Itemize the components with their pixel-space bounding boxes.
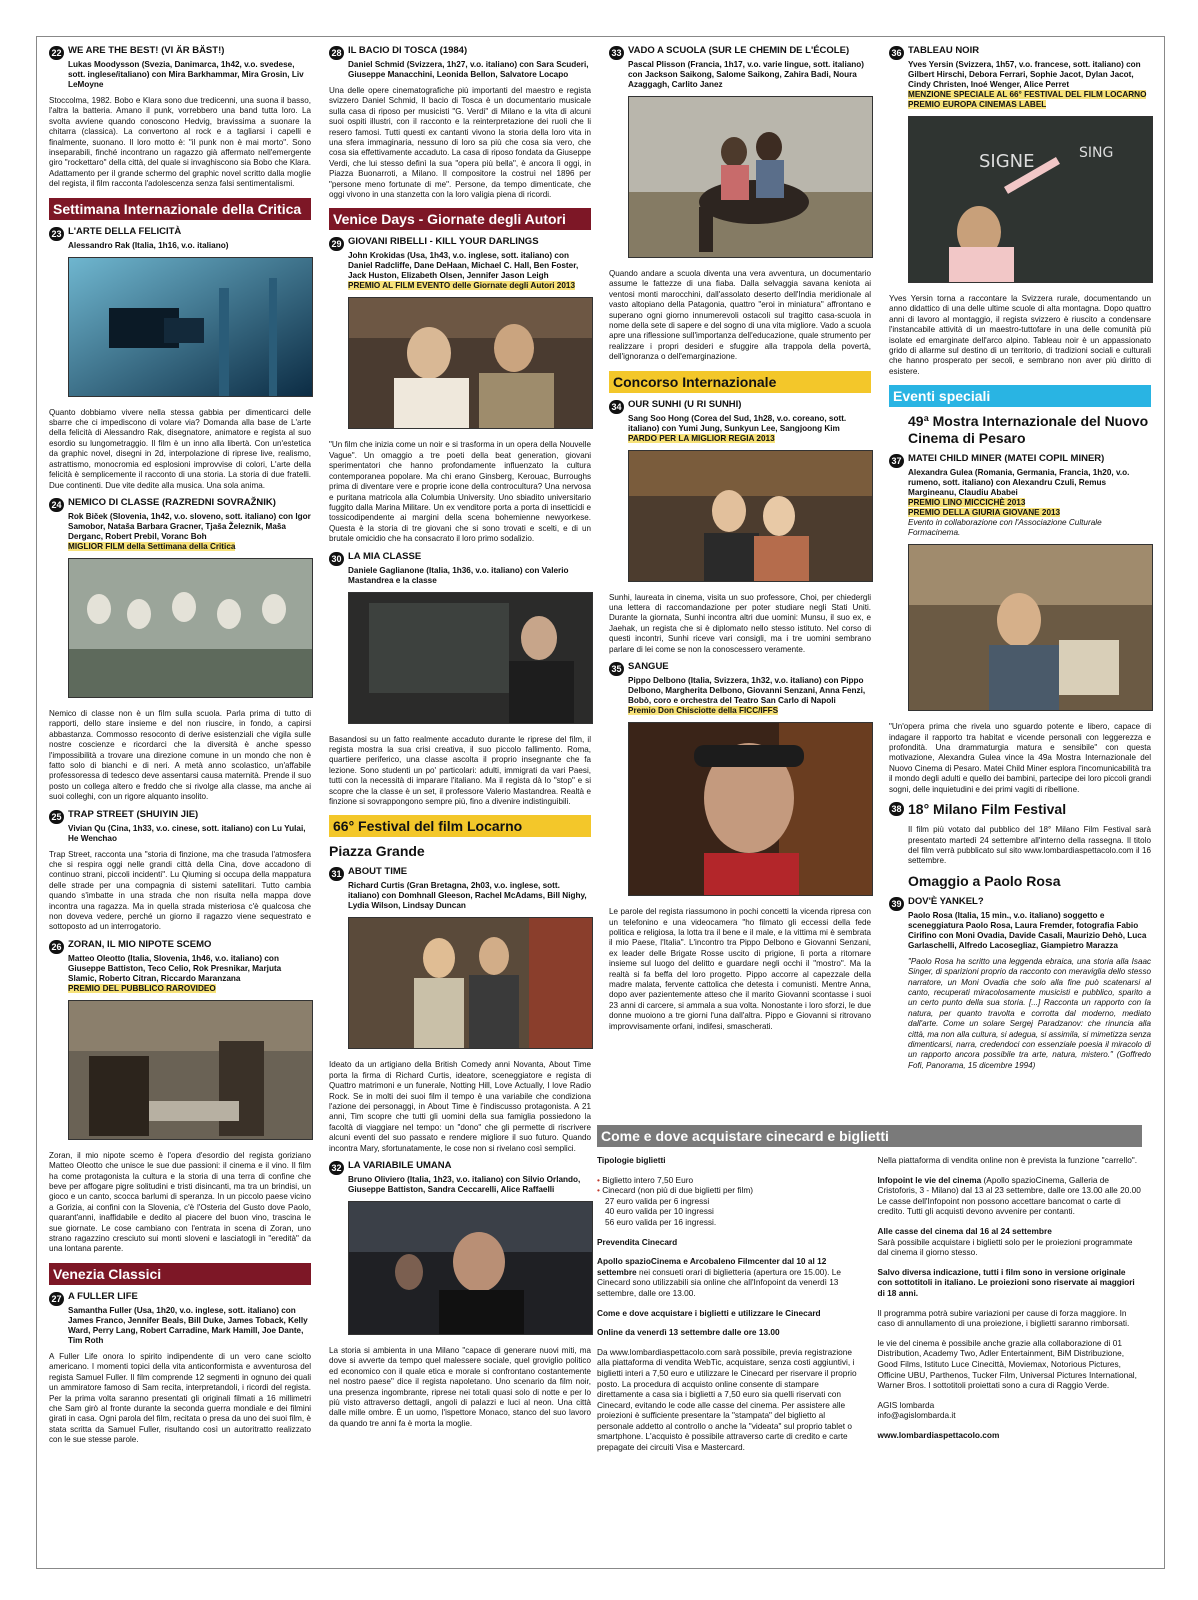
section-heading: Concorso Internazionale <box>609 371 871 393</box>
film-credits: Rok Biček (Slovenia, 1h42, v.o. sloveno, sott. italiano) con Igor Samobor, Nataša Barbara Gracner, Tjaša Železnik, Maša Derganc, Robert Prebil, Voranc Boh MIGLIOR FILM della Settimana della Critica <box>68 511 311 551</box>
film-credits: Yves Yersin (Svizzera, 1h57, v.o. francese, sott. italiano) con Gilbert Hirschi, Debora Ferrari, Sophie Jacot, Dylan Jacot, Cindy Christen, Inoé Wenger, Alice Perret MENZIONE SPECIALE AL 66° FESTIVAL DEL FILM LOCARNO PREMIO EUROPA CINEMAS LABEL <box>908 60 1147 109</box>
film-entry-28 <box>329 45 591 200</box>
section-heading: Come e dove acquistare cinecard e biglietti <box>597 1125 1142 1147</box>
film-description: La storia si ambienta in una Milano "capace di generare nuovi miti, ma dove si avverte da tempo quel malessere sociale, quel groviglio politico ed economico con il quale etica e morale si confrontano costantemente nel nostro paese" dice il regista napoletano. Uno scenario da film noir, una presenza ingombrante, riprese nei totali quasi solo di notte e per lo più visto attraverso dettagli, angoli di palazzi e luci al neon. Una città dalle mille ombre. È un uomo, l'ispettore Monaco, stanco del suo lavoro da quando tre anni fa è morta la moglie. <box>329 1346 591 1428</box>
film-number: 23 <box>49 227 64 241</box>
award-highlight: PARDO PER LA MIGLIOR REGIA 2013 <box>628 433 775 443</box>
column-4 <box>889 45 1151 1077</box>
film-description: Le parole del regista riassumono in pochi concetti la vicenda ripresa con un telefonino e una videocamera "ho filmato gli eccessi della fede politica e religiosa, la lotta tra il bene e il male, e la vittima mi è sembrata il mio Paese, l'Italia". L'incontro tra Pippo Delbono e Giovanni Senzani, ex leader delle Brigate Rosse uscito di prigione, lì porta a ritornare insieme sul luogo del delitto e guardare negli occhi il "mostro". Ma la realtà si fa beffa del loro progetto. Pippo accorre al capezzale della madre malata, fervente cattolica che detesta i comunisti. Mentre Anna, dopo aver pazientemente atteso che il marito Giovanni scontasse i suoi 23 anni di carcere, si ammala a sua volta. Nonostante i loro sforzi, le due donne muoiono a tre giorni l'una dall'altra. Pippo e Giovanni si ritrovano improvvisamente orfani, indifesi, smascherati. <box>609 907 871 1031</box>
film-number: 33 <box>609 46 624 60</box>
infopoint-heading: Infopoint le vie del cinema <box>877 1174 982 1185</box>
film-entry-34 <box>609 399 871 655</box>
film-title: L'ARTE DELLA FELICITÀ <box>68 225 182 237</box>
film-number: 25 <box>49 810 64 824</box>
film-entry-24 <box>49 497 311 803</box>
film-title: 18° Milano Film Festival <box>908 801 1067 818</box>
film-still <box>68 257 313 397</box>
award-highlight: Premio Don Chisciotte della FICC/IFFS <box>628 706 779 716</box>
award-highlight: PREMIO DELLA GIURIA GIOVANE 2013 <box>908 508 1061 518</box>
film-title: MATEI CHILD MINER (MATEI COPIL MINER) <box>908 453 1105 465</box>
film-title: TABLEAU NOIR <box>908 45 980 56</box>
film-title: LA VARIABILE UMANA <box>348 1160 452 1172</box>
ticket-price: 56 euro valida per 16 ingressi. <box>605 1216 717 1227</box>
section-heading: Settimana Internazionale della Critica <box>49 198 311 220</box>
film-title: A FULLER LIFE <box>68 1290 138 1302</box>
subsection-heading: Piazza Grande <box>329 843 425 860</box>
film-description: "Un'opera prima che rivela uno sguardo potente e libero, capace di indagare il rapporto tra habitat e vicende personali con leggerezza e profondità. Una drammaturgia matura e sensibile" con questa motivazione, Alexandra Gulea vince la 49a Mostra Internazionale del Nuovo Cinema di Pesaro. Matei Child Miner esplora l'incomunicabilità tra il mondo degli adulti e quello dei bambini, partecipe dei loro piccoli grandi sogni, delle inquietudini e dei primi vagiti di ribellione. <box>889 722 1151 794</box>
film-title: DOV'È YANKEL? <box>908 895 984 907</box>
film-credits: Paolo Rosa (Italia, 15 min., v.o. italiano) soggetto e sceneggiatura Paolo Rosa, Laura Fremder, fotografia Fabio Cirifino con Moni Ovadia, Davide Casali, Maurizio Dehò, Luca Garlaschelli, Alfredo Lacosegliaz, Giampietro Marazza <box>908 910 1147 950</box>
film-title: ZORAN, IL MIO NIPOTE SCEMO <box>68 938 212 950</box>
film-number: 26 <box>49 940 64 954</box>
film-number: 32 <box>329 1161 344 1175</box>
film-number: 34 <box>609 400 624 414</box>
column-2 <box>329 45 591 1435</box>
film-description: Il film più votato dal pubblico del 18° Milano Film Festival sarà presentato martedì 24 settembre all'interno della rassegna. Il titolo del film verrà pubblicato sul sito www.lombardiaspettacolo.com il 16 settembre. <box>908 825 1151 866</box>
section-heading: 66° Festival del film Locarno <box>329 815 591 837</box>
box-office-heading: Alle casse del cinema dal 16 al 24 settembre <box>877 1225 1052 1236</box>
film-description: Sunhi, laureata in cinema, visita un suo professore, Choi, per chiedergli una lettera di raccomandazione per poter studiare negli Stati Uniti. Durante la giornata, Sunhi incontra altri due uomini: Munsu, il suo ex, e Jaehak, un regista che si è diplomato nello stesso istituto. Nel corso di questi incontri, Sunhi riceve vari consigli, ma i tre uomini sembrano parlare di lei come se non la conoscessero veramente. <box>609 592 871 654</box>
blackboard-text: SING <box>1079 145 1114 161</box>
info-text: Nella piattaforma di vendita online non è prevista la funzione "carrello". <box>877 1155 1138 1165</box>
film-credits: Pippo Delbono (Italia, Svizzera, 1h32, v.o. italiano) con Pippo Delbono, Margherita Delbono, Giovanni Senzani, Anna Fenzi, Bobò, coro e orchestra del Teatro San Carlo di Napoli Premio Don Chisciotte della FICC/IFFS <box>628 676 866 716</box>
film-still <box>628 96 873 258</box>
film-entry-26 <box>49 939 311 1255</box>
film-title: SANGUE <box>628 661 669 673</box>
tickets-info-box <box>597 1125 1142 1462</box>
award-highlight: PREMIO DEL PUBBLICO RAROVIDEO <box>68 983 216 993</box>
film-credits: Alessandro Rak (Italia, 1h16, v.o. italiano) <box>68 240 229 250</box>
website-link[interactable]: www.lombardiaspettacolo.com <box>877 1429 1000 1440</box>
section-heading: Venezia Classici <box>49 1263 311 1285</box>
film-credits: Lukas Moodysson (Svezia, Danimarca, 1h42, v.o. svedese, sott. inglese/italiano) con Mira Barkhammar, Mira Grosin, Liv LeMoyne <box>68 60 304 89</box>
subheading: Tipologie biglietti <box>597 1155 666 1165</box>
film-credits: Daniele Gaglianone (Italia, 1h36, v.o. italiano) con Valerio Mastandrea e la classe <box>348 565 569 585</box>
infopoint-text: (Apollo spazioCinema, Galleria de Cristoforis, 3 - Milano) dal 13 al 23 settembre, dalle ore 13.00 alle 20.00 <box>877 1174 1141 1196</box>
film-credits: Daniel Schmid (Svizzera, 1h27, v.o. italiano) con Sara Scuderi, Giuseppe Manacchini, Leonida Bellon, Salvatore Locapo <box>348 60 589 79</box>
film-number: 35 <box>609 662 624 676</box>
subheading: Online da venerdì 13 settembre dalle ore 13.00 <box>597 1327 780 1338</box>
film-number: 31 <box>329 867 344 881</box>
film-still <box>908 116 1153 283</box>
film-description: Quando andare a scuola diventa una vera avventura, un documentario assume le fattezze di una fiaba. Dalla selvaggia savana keniota ai ventosi monti marocchini, dall'assolato deserto dell'India meridionale al vasto altopiano della Patagonia, quattro "eroi in miniatura" affrontano e superano ogni giorno innumerevoli ostacoli sul tragitto casa-scuola in nome della sete di sapere e del sogno di una vita migliore. Vado a scuola apre una riflessione sull'importanza dell'educazione, quale strumento per realizzare i propri desideri e sfuggire alla trappola della povertà, dell'ignoranza o dell'emarginazione. <box>609 269 871 362</box>
award-highlight: MIGLIOR FILM della Settimana della Critica <box>68 541 236 551</box>
organization: AGIS lombarda <box>877 1399 935 1410</box>
film-entry-32 <box>329 1160 591 1429</box>
film-entry-39 <box>889 896 1151 1071</box>
film-description: Ideato da un artigiano della British Comedy anni Novanta, About Time porta la firma di Richard Curtis, ideatore, sceneggiatore e regista di Quattro matrimoni e un funerale, Notting Hill, Love Actually, I love Radio Rock. Se in molti dei suoi film il tempo è una variabile che condiziona l'azione dei personaggi, in About Time è l'indiscusso protagonista. A 21 anni, Tim scopre che tutti gli uomini della sua famiglia possiedono la facoltà di viaggiare nel tempo: un "dono" che gli permette di riscrivere alcuni eventi del suo passato e rendere migliore il suo futuro. Quando incontra Mary, sfortunatamente, le cose non si rivelano così semplici. <box>329 1060 591 1153</box>
film-number: 28 <box>329 46 344 60</box>
subheading: Come e dove acquistare i biglietti e utilizzare le Cinecard <box>597 1307 821 1318</box>
info-text: Il programma potrà subire variazioni per cause di forza maggiore. In caso di annullamento di una proiezione, i biglietti saranno rimborsati. <box>877 1307 1130 1329</box>
film-still <box>348 592 593 724</box>
award-highlight: MENZIONE SPECIALE AL 66° FESTIVAL DEL FILM LOCARNO <box>908 90 1147 99</box>
column-1 <box>49 45 311 1452</box>
film-description: Trap Street, racconta una "storia di finzione, ma che trasuda l'atmosfera che si respira oggi nelle grandi città della Cina, dove accadono di continuo strani, piccoli incidenti". Lu Qiuming si occupa della mappatura delle strade per una compagnia di sistemi satellitari. Tutto cambia quando s'imbatte in una strada che non risulta nella mappa dove incontra una ragazza. Ma in quella strada misteriosa c'è qualcosa che non doveva vedere, perché un giorno il ragazzo viene sequestrato e sottoposto ad un interrogatorio. <box>49 849 311 932</box>
film-credits: Pascal Plisson (Francia, 1h17, v.o. varie lingue, sott. italiano) con Jackson Saikong, Salome Saikong, Zahira Badi, Noura Azaggagh, Carlito Janez <box>628 60 864 89</box>
film-entry-37 <box>889 453 1151 795</box>
film-number: 24 <box>49 498 64 512</box>
film-still <box>68 1000 313 1140</box>
ticket-price: 27 euro valida per 6 ingressi <box>605 1195 710 1206</box>
film-title: ABOUT TIME <box>348 866 408 878</box>
presale-venue: Apollo spazioCinema e Arcobaleno Filmcenter dal 10 al 12 settembre <box>597 1256 827 1277</box>
film-credits: Richard Curtis (Gran Bretagna, 2h03, v.o. inglese, sott. italiano) con Domhnall Gleeson, Rachel McAdams, Bill Nighy, Lydia Wilson, Lindsay Duncan <box>348 881 587 911</box>
film-entry-25 <box>49 809 311 933</box>
ticket-price: • Biglietto intero 7,50 Euro <box>597 1175 693 1185</box>
film-entry-36 <box>889 45 1151 377</box>
film-entry-23 <box>49 226 311 491</box>
award-highlight: PREMIO LINO MICCICHÈ 2013 <box>908 498 1026 508</box>
presale-text: nei consueti orari di biglietteria (apertura ore 15.00). Le Cinecard sono utilizzabili sia online che all'Infopoint da venerdì 13 settembre, dalle ore 13.00. <box>597 1266 841 1298</box>
film-title: VADO A SCUOLA (SUR LE CHEMIN DE L'ÉCOLE) <box>628 45 850 56</box>
credits-text: le vie del cinema è possibile anche grazie alla collaborazione di 01 Distribution, Academy Two, Adler Entertainment, BiM Distribuzione, Good Films, Istituto Luce Cinecittà, Moviemax, Notorious Pictures, Officine UBU, Parthenos, Tucker Film, Universal Pictures International, Warner Bros. I sottotitoli proiettati sono a cura di Raggio Verde. <box>877 1337 1137 1391</box>
ticket-price: 40 euro valida per 10 ingressi <box>605 1206 714 1217</box>
film-entry-30 <box>329 551 591 808</box>
film-number: 37 <box>889 454 904 468</box>
box-office-text: Sarà possibile acquistare i biglietti solo per le proiezioni programmate dal cinema il giorno stesso. <box>877 1236 1133 1258</box>
film-description: Zoran, il mio nipote scemo è l'opera d'esordio del regista goriziano Matteo Oleotto che unisce le sue due passioni: il cinema e il vino. Il film ha come protagonista la cultura e la storia di una terra di confine che beve per affogare pigre solitudini e tristi disincanti, ma tra un brindisi, un gioco e un canto, scocca barlumi di speranza. In un piccolo paese vicino a Gorizia, ai confini con la Slovenia, c'è l'Osteria del Gusto dove Paolo, quarant'anni, inaffidabile e dedito al piacere del buon vino, trascina le sue giornate. Le cose cambiano con l'entrata in scena di Zoran, uno strano ragazzino cresciuto sui monti sloveni e lasciatogli in "eredità" da una lontana parente. <box>49 1150 311 1254</box>
page-frame <box>36 36 1165 1569</box>
film-title: WE ARE THE BEST! (VI ÄR BÄST!) <box>68 45 225 56</box>
film-entry-35 <box>609 661 871 1032</box>
film-number: 38 <box>889 802 904 816</box>
film-number: 27 <box>49 1292 64 1306</box>
film-description: Stoccolma, 1982. Bobo e Klara sono due tredicenni, una suona il basso, l'altra la batteria. Amano il punk, vorrebbero una band tutta loro. La svolta avviene quando conoscono Hedvig, bravissima a suonare la chitarra (classica). La convertono al rock e a tagliarsi i capelli e finalmente, suonano. Il loro motto è: "il punk non è mai morto". Sono inseparabili, finché incontrano un ragazzo già affermato nell'emergente giro "rockettaro" della città, del quale si invaghiscono sia Bobo che Klara. Adattamento per il grande schermo del graphic novel scritto dalla moglie del regista, il film racconta l'adolescenza senza falsi sentimentalismi. <box>49 96 311 189</box>
film-entry-27 <box>49 1291 311 1446</box>
film-number: 30 <box>329 552 344 566</box>
film-description: Una delle opere cinematografiche più importanti del maestro e regista svizzero Daniel Schmid, Il bacio di Tosca è un documentario musicale sulla casa di riposo per musicisti "G. Verdi" di Milano e la vita di alcuni suoi ospiti illustri, con il racconto e la reinterpretazione dei ruoli che li resero famosi. Tutti questi ex cantanti vivono la storia della loro vita in una sfera immaginaria, nessuno di loro sa più che cosa sia vero, che cosa sia effettivamente accaduto. La casa di riposo fondata da Giuseppe Verdi, che lui stesso definì la sua "opera più bella", è ancora lì oggi, in Piazza Buonarroti, a Milano. Il compositore la costruì nel 1896 per "persone meno fortunate di me". Persone, da tempo dimenticate, che oggi vivono in una stanzetta con la loro valigia piena di ricordi. <box>329 86 591 200</box>
film-entry-29 <box>329 236 591 544</box>
film-credits: Alexandra Gulea (Romania, Germania, Francia, 1h20, v.o. rumeno, sott. italiano) con Alexandru Czuli, Remus Margineanu, Claudiu Ababei PREMIO LINO MICCICHÈ 2013 PREMIO DELLA GIURIA GIOVANE 2013 Evento in collaborazione con l'Associazione Culturale Formacinema. <box>908 468 1130 538</box>
film-description: "Paolo Rosa ha scritto una leggenda ebraica, una storia alla Isaac Singer, di sparizioni proprio da racconto con meraviglia dello stesso narratore, un Moni Ovadia che solo alla fine può scatenarsi al canto, recuperati miracolosamente musicisti e pubblico, sparito a un certo punto della sua storia. [...] Racconta un rapporto con la natura, per quanto travolta e corrotta dal moderno, mediato dall'arte. Come un solare Sergej Paradzanov: che rinuncia alla città, ma non alla cultura, si adegua, si assimila, si mimetizza senza dimenticarsi, narra, credendoci con essenziale poesia il miracolo di un rapporto ancora possibile tra arte, natura, mistero." (Goffredo Fofi, Panorama, 15 dicembre 1994) <box>908 956 1151 1070</box>
film-title: OUR SUNHI (U RI SUNHI) <box>628 398 742 410</box>
infopoint-text: Le casse dell'Infopoint non possono accettare bancomat o carte di credito. Tutti gli acquisti devono avvenire per contanti. <box>877 1195 1121 1217</box>
online-text: Da www.lombardiaspettacolo.com sarà possibile, previa registrazione alla piattaforma di vendita WebTic, acquistare, senza costi aggiuntivi, i biglietti interi a 7,50 euro e utilizzare le Cinecard per riservare il proprio posto. La procedura di acquisto online consente di stampare direttamente a casa sia i biglietti a 7,50 euro sia quelli riservati con Cinecard, evitando le code alle casse del cinema. Per assistere alle proiezioni è sufficiente presentare la "stampata" del biglietto al personale addetto al controllo o anche la "videata" sul proprio tablet o smartphone. L'acquisto è possibile attraverso carte di credito e carte prepagate dei circuiti Visa e Mastercard. <box>597 1346 857 1453</box>
film-still <box>68 558 313 698</box>
section-heading: Eventi speciali <box>889 385 1151 407</box>
film-still <box>628 722 873 896</box>
award-highlight: PREMIO EUROPA CINEMAS LABEL <box>908 100 1047 109</box>
film-still <box>628 450 873 582</box>
film-entry-31 <box>329 866 591 1154</box>
section-heading: Venice Days - Giornate degli Autori <box>329 208 591 230</box>
film-credits: Vivian Qu (Cina, 1h33, v.o. cinese, sott. italiano) con Lu Yulai, He Wenchao <box>68 823 306 843</box>
film-credits: Sang Soo Hong (Corea del Sud, 1h28, v.o. coreano, sott. italiano) con Yumi Jung, Sunkyun Lee, Sangjoong Kim PARDO PER LA MIGLIOR REGIA 2013 <box>628 413 847 443</box>
tickets-right-column <box>878 1155 1143 1462</box>
film-number: 29 <box>329 237 344 251</box>
film-credits: Samantha Fuller (Usa, 1h20, v.o. inglese, sott. italiano) con James Franco, Jennifer Beals, Bill Duke, James Toback, Kelly Ward, Perry Lang, Robert Carradine, Mark Hamill, Joe Dante, Tim Roth <box>68 1305 308 1345</box>
film-credits: Matteo Oleotto (Italia, Slovenia, 1h46, v.o. italiano) con Giuseppe Battiston, Teco Celio, Rok Presnikar, Marjuta Slamic, Roberto Citran, Riccardo Maranzana PREMIO DEL PUBBLICO RAROVIDEO <box>68 953 282 993</box>
film-title: GIOVANI RIBELLI - KILL YOUR DARLINGS <box>348 236 539 248</box>
film-number: 39 <box>889 897 904 911</box>
tickets-left-column <box>597 1155 862 1462</box>
film-description: Yves Yersin torna a raccontare la Svizzera rurale, documentando un anno didattico di una delle ultime scuole di alta montagna. Dopo quattro anni di lavoro al montaggio, il regista svizzero è riuscito a condensare l'instancabile attività di un maestro-tuttofare in una delle comunità più isolate ed emarginate dell'arco alpino. Tableau noir è un appassionato grido di allarme sul destino di un territorio, di tradizioni sociali e culturali che hanno prosperato per secoli, e sembrano non aver più diritto di esistere. <box>889 294 1151 376</box>
film-description: Basandosi su un fatto realmente accaduto durante le riprese del film, il regista mostra la sua crisi creativa, il suo piccolo fallimento. Roma, quartiere periferico, una classe ascolta il proprio insegnante che fa lezione. Sono studenti un po' particolari: adulti, immigrati da vari Paesi, tutti con la necessità di imparare l'italiano. Ma il regista dà lo "stop" e si scopre che la classe è un set, il professore Valerio Mastandrea. Realtà e finzione si sovrappongono sempre più, fino a divenire indistinguibili. <box>329 734 591 806</box>
film-still <box>908 544 1153 711</box>
film-title: LA MIA CLASSE <box>348 550 422 562</box>
film-entry-22 <box>49 45 311 190</box>
subheading: Prevendita Cinecard <box>597 1236 678 1247</box>
film-description: "Un film che inizia come un noir e si trasforma in un opera della Nouvelle Vague". Un omaggio a tre poeti della beat generation, giovani sperimentatori che hanno profondamente influenzato la cultura contemporanea popolare. Ma chi erano Ginsberg, Kerouac, Burroughs prima di diventare vere e proprie icone della controcultura? Una nervosa e puritana matricola alla Columbia University. Uno sbiadito universitario fuggito dalla Marina Militare. Un ex venditore porta a porta di insetticidi e tossicodipendente ai margini della scena bohemienne newyorkese. Questa è la storia di tre giovani che si sono trovati e scelti, e di un brutale omicidio che ha consacrato il loro primo sodalizio. <box>329 440 591 544</box>
film-entry-38 <box>889 801 1151 867</box>
subsection-heading: 49ª Mostra Internazionale del Nuovo Cinema di Pesaro <box>908 413 1149 447</box>
film-credits: Bruno Oliviero (Italia, 1h23, v.o. italiano) con Silvio Orlando, Giuseppe Battiston, Sandra Ceccarelli, Alice Raffaelli <box>348 1175 581 1195</box>
film-credits: John Krokidas (Usa, 1h43, v.o. inglese, sott. italiano) con Daniel Radcliffe, Dane DeHaan, Michael C. Hall, Ben Foster, Jack Huston, Elizabeth Olsen, Jennifer Jason Leigh PREMIO AL FILM EVENTO delle Giornate degli Autori 2013 <box>348 251 579 291</box>
film-description: Quanto dobbiamo vivere nella stessa gabbia per dimenticarci delle sbarre che ci impediscono di volare via? Domanda alla base de L'arte della felicità di Alessandro Rak, disegnatore, animatore e regista al suo esordio su lungometraggio. Il film è un inno alla libertà. Con un'estetica da graphic novel, disegni in 2d, interpolazione di riprese live, realismo, astrattismo, monocromia ed esplosioni improvvise di colori, L'arte della felicità è semplicemente il racconto di una storia. La storia di due fratelli. Due continenti. Due vite dedite alla musica. Una sola anima. <box>49 407 311 490</box>
film-description: A Fuller Life onora lo spirito indipendente di un vero cane sciolto americano. I momenti topici della vita anticonformista e avventurosa del regista Samuel Fuller. Il film comprende 12 segmenti in ognuno dei quali un ammiratore famoso di Sam recita, interpretandoli, i ricordi del regista. Per la prima volta saranno presentati gli originali filmati a 16 millimetri che Sam girò al fronte durante la seconda guerra mondiale e dei filmini girati in casa. Ogni parola del film, recitata o presa da uno dei suoi film, è stata scritta da Samuel Fuller, risultando così un autoritratto realizzato con le sue stesse parole. <box>49 1351 311 1445</box>
film-title: NEMICO DI CLASSE (RAZREDNI SOVRAŽNIK) <box>68 496 276 508</box>
info-text: Salvo diversa indicazione, tutti i film sono in versione originale con sottotitoli in italiano. Le proiezioni sono riservate ai maggiori di 18 anni. <box>877 1266 1135 1298</box>
column-3 <box>609 45 871 1038</box>
blackboard-text: SIGNE <box>979 151 1035 172</box>
film-title: TRAP STREET (SHUIYIN JIE) <box>68 808 199 820</box>
event-note: Evento in collaborazione con l'Associazione Culturale Formacinema. <box>908 518 1102 538</box>
ticket-price: • Cinecard (non più di due biglietti per film) <box>597 1185 753 1195</box>
award-highlight: PREMIO AL FILM EVENTO delle Giornate degli Autori 2013 <box>348 281 576 291</box>
film-description: Nemico di classe non è un film sulla scuola. Parla prima di tutto di rapporti, dello stare insieme e del non riuscire, in fondo, a capirsi abbastanza. Commosso resoconto di derive esistenziali che vigila sulle nostre coscienze e ricordarci che la diversità è anche spesso l'impossibilità a trovare una direzione comune in un mondo che non è fatto solo di bianchi e di neri. A metà anno scolastico, un'affabile professoressa di tedesco deve assentarsi causa maternità. Prende il suo posto un collega altero e freddo che si rivolge alla classe, ma anche ai suoi colleghi, con un rigore alquanto insolito. <box>49 708 311 802</box>
subsection-heading: Omaggio a Paolo Rosa <box>908 872 1061 889</box>
film-still <box>348 297 593 429</box>
film-entry-33 <box>609 45 871 363</box>
film-still <box>348 917 593 1049</box>
film-number: 36 <box>889 46 904 60</box>
film-still <box>348 1201 593 1335</box>
email-link[interactable]: info@agislombarda.it <box>877 1410 956 1421</box>
film-title: IL BACIO DI TOSCA (1984) <box>348 45 468 56</box>
film-number: 22 <box>49 46 64 60</box>
